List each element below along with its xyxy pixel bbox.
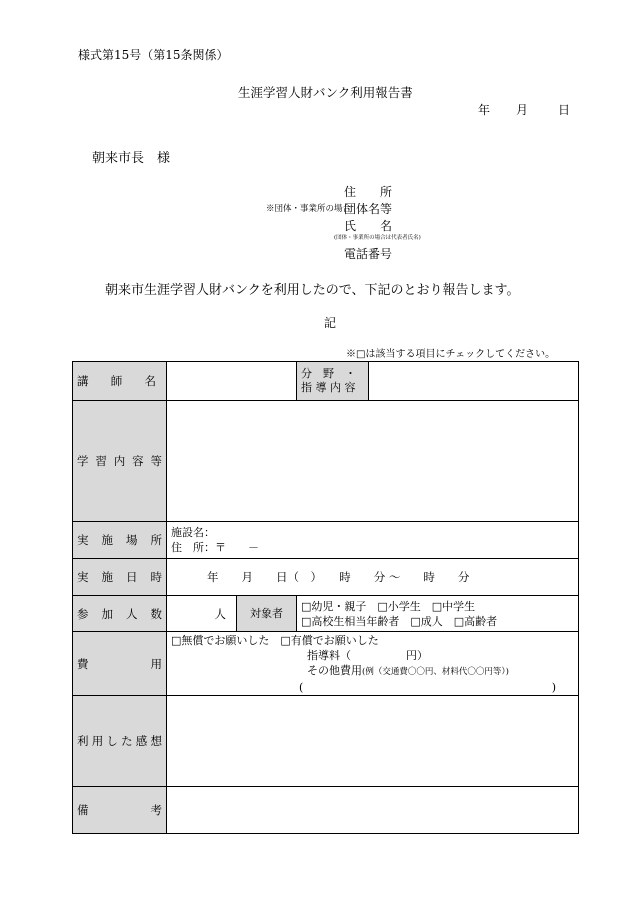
- name-note: (団体・事業所の場合は代表者氏名): [334, 235, 421, 241]
- cost-input[interactable]: [167, 632, 579, 696]
- participants-input[interactable]: [167, 596, 237, 632]
- cost-fee: 指導料（ 円）: [307, 649, 428, 662]
- field-label-2: 指 導 内 容: [301, 381, 356, 394]
- name-label: 氏 名: [344, 219, 393, 233]
- participants-label: 参 加 人 数: [73, 596, 167, 632]
- org-note: ※団体・事業所の場合: [266, 204, 352, 214]
- date-line: [478, 101, 570, 118]
- target-options-1: □幼児・親子 □小学生 □中学生: [301, 599, 476, 613]
- date-month: 月: [516, 103, 529, 117]
- participants-row: [73, 596, 579, 632]
- phone-label: 電話番号: [344, 247, 393, 261]
- form-number: 様式第15号（第15条関係）: [78, 48, 229, 62]
- instructor-label: 講 師 名: [73, 362, 167, 401]
- date-day: 日: [558, 103, 571, 117]
- impressions-label: 利 用 し た 感 想: [73, 696, 167, 787]
- document-title: 生涯学習人財バンク利用報告書: [238, 85, 413, 100]
- impressions-input[interactable]: [167, 696, 579, 787]
- impressions-row: [73, 696, 579, 787]
- target-options[interactable]: [297, 596, 579, 632]
- cost-label: 費 用: [73, 632, 167, 696]
- content-input[interactable]: [167, 401, 579, 522]
- date-year: 年: [478, 103, 491, 117]
- remarks-input[interactable]: [167, 787, 579, 834]
- facility-label: 施設名：: [171, 526, 215, 539]
- addressee: 朝来市長 様: [92, 151, 171, 166]
- datetime-label: 実 施 日 時: [73, 559, 167, 596]
- address-field-label: 住 所：〒 －: [171, 541, 259, 554]
- remarks-label: 備 考: [73, 787, 167, 834]
- place-input[interactable]: [167, 522, 579, 559]
- cost-other: その他費用(例（交通費〇〇円、材料代〇〇円等）): [307, 664, 509, 677]
- instructor-input[interactable]: [167, 362, 297, 401]
- participants-unit: 人: [214, 606, 226, 621]
- cost-other-paren: ( ): [299, 681, 556, 694]
- instructor-row: [73, 362, 579, 401]
- check-note: ※□は該当する項目にチェックしてください。: [346, 349, 556, 360]
- place-label: 実 施 場 所: [73, 522, 167, 559]
- target-label: 対象者: [237, 596, 297, 632]
- datetime-row: [73, 559, 579, 596]
- datetime-text: 年 月 日（ ） 時 分 〜 時 分: [207, 570, 470, 584]
- remarks-row: [73, 787, 579, 834]
- address-label: 住 所: [344, 185, 393, 199]
- cost-row: [73, 632, 579, 696]
- cost-payment-options: □無償でお願いした □有償でお願いした: [171, 634, 379, 647]
- field-label-cell: [297, 362, 369, 401]
- field-input[interactable]: [369, 362, 579, 401]
- content-row: [73, 401, 579, 522]
- cost-other-example: (例（交通費〇〇円、材料代〇〇円等）): [362, 667, 509, 677]
- field-label-1: 分 野 ・: [301, 367, 356, 380]
- target-options-2: □高校生相当年齢者 □成人 □高齢者: [301, 614, 498, 628]
- ki-heading: 記: [324, 316, 337, 330]
- report-table: [72, 361, 579, 834]
- content-label: 学 習 内 容 等: [73, 401, 167, 522]
- datetime-input[interactable]: [167, 559, 579, 596]
- place-row: [73, 522, 579, 559]
- body-text: 朝来市生涯学習人財バンクを利用したので、下記のとおり報告します。: [105, 283, 520, 298]
- org-label: 団体名等: [344, 202, 393, 216]
